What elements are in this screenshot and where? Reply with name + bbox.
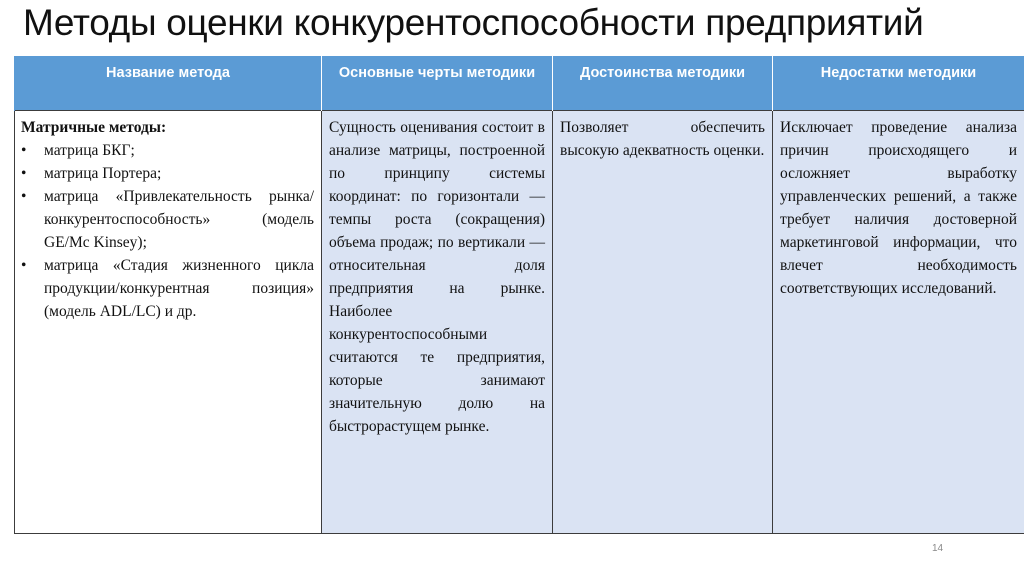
- disadvantages-cell: Исключает проведение анализа причин происходящего и осложняет выработку управленческих решений, а также требует наличия достоверной маркетинговой информации, что влечет необходимость соответствующих исследований.: [773, 111, 1024, 534]
- bullet-icon: •: [21, 165, 27, 182]
- list-item: [21, 139, 314, 162]
- header-disadvantages: Недостатки методики: [773, 56, 1024, 111]
- bullet-icon: •: [21, 142, 27, 159]
- bullet-icon: •: [21, 188, 27, 205]
- method-item-text: матрица БКГ;: [44, 142, 135, 159]
- method-item-text: матрица «Стадия жизненного цикла продукции/конкурентная позиция» (модель ADL/LC) и др.: [44, 257, 314, 320]
- method-item-text: матрица Портера;: [44, 165, 162, 182]
- table-row: [15, 111, 1024, 534]
- advantages-cell: Позволяет обеспечить высокую адекватность оценки.: [553, 111, 773, 534]
- bullet-icon: •: [21, 257, 27, 274]
- features-cell: Сущность оценивания состоит в анализе матрицы, построенной по принципу системы координат: по горизонтали — темпы роста (сокращения) объема продаж; по вертикали — относительная доля предприятия на рынке. Наиболее конкурентоспособными считаются те предприятия, которые занимают значительную долю на быстрорастущем рынке.: [322, 111, 553, 534]
- method-name-cell: [15, 111, 322, 534]
- page-number: 14: [932, 543, 944, 554]
- methods-table: [14, 56, 1024, 534]
- list-item: [21, 254, 314, 323]
- method-heading: Матричные методы:: [21, 119, 167, 136]
- list-item: [21, 185, 314, 254]
- header-main-features: Основные черты методики: [322, 56, 553, 111]
- header-method-name: Название метода: [15, 56, 322, 111]
- methods-list: [21, 139, 314, 323]
- list-item: [21, 162, 314, 185]
- table-header-row: [15, 56, 1024, 111]
- slide-title: Методы оценки конкурентоспособности предприятий: [23, 2, 924, 43]
- header-advantages: Достоинства методики: [553, 56, 773, 111]
- method-item-text: матрица «Привлекательность рынка/конкурентоспособность» (модель GE/Mc Kinsey);: [44, 188, 314, 251]
